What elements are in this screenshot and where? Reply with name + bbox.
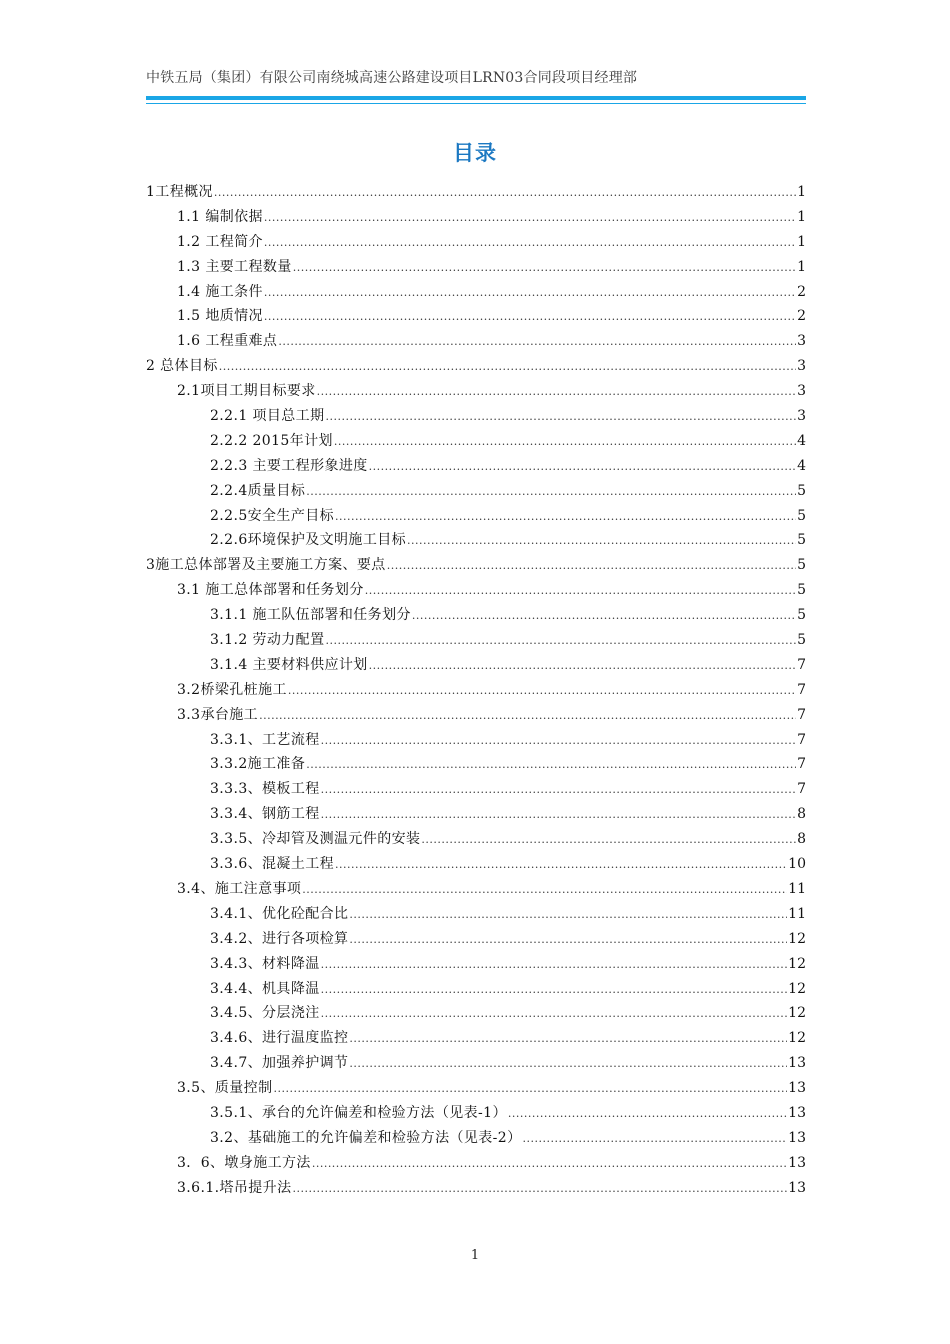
toc-entry[interactable]	[146, 877, 806, 902]
header-rule-thick	[146, 96, 806, 100]
toc-entry-label: 3.3承台施工	[177, 706, 259, 723]
toc-leader-dots	[321, 778, 796, 802]
toc-entry-label: 2.2.6环境保护及文明施工目标	[210, 532, 407, 549]
toc-entry[interactable]	[146, 952, 806, 977]
toc-leader-dots	[325, 405, 796, 429]
toc-leader-dots	[264, 281, 796, 305]
toc-entry-page: 8	[797, 806, 806, 823]
toc-entry-page: 12	[788, 955, 806, 972]
toc-leader-dots	[523, 1127, 788, 1151]
toc-entry[interactable]	[146, 678, 806, 703]
toc-entry[interactable]	[146, 354, 806, 379]
toc-leader-dots	[312, 1152, 787, 1176]
toc-entry[interactable]	[146, 1026, 806, 1051]
toc-entry-page: 12	[788, 930, 806, 947]
toc-leader-dots	[412, 604, 796, 628]
toc-leader-dots	[334, 430, 796, 454]
toc-leader-dots	[288, 679, 796, 703]
toc-entry-label: 3.3.6、混凝土工程	[210, 856, 335, 873]
toc-entry[interactable]	[146, 977, 806, 1002]
toc-entry[interactable]	[146, 1101, 806, 1126]
toc-title: 目录	[453, 141, 497, 165]
toc-entry[interactable]	[146, 902, 806, 927]
toc-entry-label: 3.4.6、进行温度监控	[210, 1030, 349, 1047]
toc-entry[interactable]	[146, 752, 806, 777]
toc-leader-dots	[325, 629, 796, 653]
toc-entry-page: 2	[797, 283, 806, 300]
toc-entry-label: 2.2.2 2015年计划	[210, 432, 333, 449]
toc-entry-page: 7	[797, 781, 806, 798]
toc-entry-page: 7	[797, 706, 806, 723]
toc-entry-label: 3.3.3、模板工程	[210, 781, 320, 798]
toc-entry-label: 3.1.2 劳动力配置	[210, 632, 325, 649]
toc-entry-page: 7	[797, 756, 806, 773]
toc-entry[interactable]	[146, 454, 806, 479]
toc-entry-label: 1工程概况	[146, 184, 213, 200]
toc-entry-page: 11	[788, 905, 806, 922]
toc-entry-label: 3.3.4、钢筋工程	[210, 806, 320, 823]
toc-entry[interactable]	[146, 230, 806, 255]
toc-entry[interactable]	[146, 553, 806, 578]
running-header: 中铁五局（集团）有限公司南绕城高速公路建设项目LRN03合同段项目经理部	[146, 70, 638, 86]
toc-entry-label: 3.2、基础施工的允许偏差和检验方法（见表-2）	[210, 1129, 522, 1146]
toc-leader-dots	[306, 753, 796, 777]
toc-entry[interactable]	[146, 280, 806, 305]
toc-entry[interactable]	[146, 827, 806, 852]
toc-entry[interactable]	[146, 180, 806, 205]
toc-entry[interactable]	[146, 1051, 806, 1076]
toc-entry-label: 3.1.1 施工队伍部署和任务划分	[210, 607, 411, 624]
toc-entry[interactable]	[146, 528, 806, 553]
toc-leader-dots	[321, 803, 796, 827]
toc-leader-dots	[292, 1177, 787, 1201]
toc-leader-dots	[293, 256, 796, 280]
toc-entry-page: 1	[797, 233, 806, 250]
toc-entry-label: 3．6、墩身施工方法	[177, 1154, 311, 1171]
toc-entry-page: 7	[797, 731, 806, 748]
toc-entry-label: 1.1 编制依据	[177, 208, 263, 225]
toc-entry-page: 5	[797, 632, 806, 649]
toc-entry-page: 13	[788, 1129, 806, 1146]
toc-entry-label: 3.4.5、分层浇注	[210, 1005, 320, 1022]
toc-entry-label: 1.6 工程重难点	[177, 333, 278, 350]
toc-entry[interactable]	[146, 329, 806, 354]
toc-leader-dots	[335, 853, 787, 877]
toc-entry-label: 3.4.3、材料降温	[210, 955, 320, 972]
toc-entry[interactable]	[146, 777, 806, 802]
page-number: 1	[470, 1248, 480, 1263]
toc-entry-label: 3.4.4、机具降温	[210, 980, 320, 997]
toc-entry-label: 2.2.5安全生产目标	[210, 507, 335, 524]
toc-entry-label: 1.2 工程简介	[177, 233, 263, 250]
toc-entry-label: 3.2桥梁孔桩施工	[177, 681, 287, 698]
toc-entry-page: 5	[797, 607, 806, 624]
toc-entry-page: 7	[797, 681, 806, 698]
toc-entry-label: 3.3.1、工艺流程	[210, 731, 320, 748]
toc-entry-page: 1	[797, 208, 806, 225]
toc-entry[interactable]	[146, 603, 806, 628]
toc-entry[interactable]	[146, 802, 806, 827]
toc-entry-label: 2.2.4质量目标	[210, 482, 306, 499]
toc-entry-label: 3.4.1、优化砼配合比	[210, 905, 349, 922]
toc-entry-page: 5	[797, 582, 806, 599]
toc-leader-dots	[259, 704, 796, 728]
toc-leader-dots	[369, 455, 796, 479]
toc-entry-page: 3	[797, 408, 806, 425]
toc-entry[interactable]	[146, 255, 806, 280]
toc-leader-dots	[349, 1027, 787, 1051]
header-rule-thin	[146, 103, 806, 104]
toc-entry-label: 2 总体目标	[146, 358, 218, 375]
toc-entry[interactable]	[146, 304, 806, 329]
toc-entry[interactable]	[146, 379, 806, 404]
toc-leader-dots	[214, 181, 796, 205]
toc-entry[interactable]	[146, 927, 806, 952]
toc-leader-dots	[273, 1077, 787, 1101]
toc-entry-page: 13	[788, 1055, 806, 1072]
toc-entry-page: 4	[797, 457, 806, 474]
toc-entry-page: 3	[797, 358, 806, 375]
toc-entry-page: 1	[797, 258, 806, 275]
toc-leader-dots	[317, 380, 796, 404]
toc-leader-dots	[321, 978, 788, 1002]
toc-entry[interactable]	[146, 852, 806, 877]
toc-entry-page: 2	[797, 308, 806, 325]
toc-entry-page: 12	[788, 1030, 806, 1047]
toc-entry-label: 3.3.2施工准备	[210, 756, 306, 773]
toc-entry-page: 3	[797, 383, 806, 400]
toc-entry-page: 11	[788, 880, 806, 897]
toc-entry-page: 5	[797, 532, 806, 549]
toc-entry-page: 10	[788, 856, 806, 873]
toc-entry-page: 12	[788, 1005, 806, 1022]
toc-entry-page: 13	[788, 1104, 806, 1121]
toc-entry[interactable]	[146, 1001, 806, 1026]
toc-leader-dots	[365, 579, 796, 603]
toc-entry[interactable]	[146, 404, 806, 429]
toc-entry[interactable]	[146, 479, 806, 504]
toc-entry-label: 3.4.2、进行各项检算	[210, 930, 349, 947]
toc-entry-label: 3施工总体部署及主要施工方案、要点	[146, 557, 386, 574]
toc-entry-label: 1.5 地质情况	[177, 308, 263, 325]
toc-leader-dots	[264, 305, 796, 329]
toc-leader-dots	[264, 231, 796, 255]
toc-entry[interactable]	[146, 504, 806, 529]
toc-entry[interactable]	[146, 1076, 806, 1101]
toc-entry-page: 4	[797, 432, 806, 449]
table-of-contents	[146, 180, 806, 1201]
toc-entry-page: 5	[797, 482, 806, 499]
toc-leader-dots	[335, 505, 796, 529]
toc-entry-label: 2.2.3 主要工程形象进度	[210, 457, 368, 474]
toc-entry-page: 13	[788, 1154, 806, 1171]
toc-leader-dots	[387, 554, 796, 578]
toc-leader-dots	[264, 206, 796, 230]
toc-leader-dots	[321, 729, 796, 753]
toc-entry[interactable]	[146, 1176, 806, 1201]
toc-leader-dots	[321, 1002, 788, 1026]
toc-entry-label: 3.5、质量控制	[177, 1080, 273, 1097]
toc-entry[interactable]	[146, 578, 806, 603]
toc-entry-label: 3.1 施工总体部署和任务划分	[177, 582, 364, 599]
toc-entry[interactable]	[146, 703, 806, 728]
toc-entry-label: 1.4 施工条件	[177, 283, 263, 300]
toc-leader-dots	[278, 330, 796, 354]
toc-entry-label: 3.3.5、冷却管及测温元件的安装	[210, 831, 421, 848]
toc-leader-dots	[321, 953, 788, 977]
toc-leader-dots	[349, 928, 787, 952]
toc-entry-page: 5	[797, 507, 806, 524]
toc-entry-label: 3.4.7、加强养护调节	[210, 1055, 349, 1072]
toc-entry[interactable]	[146, 728, 806, 753]
toc-entry-page: 12	[788, 980, 806, 997]
toc-entry-page: 5	[797, 557, 806, 574]
toc-entry[interactable]	[146, 653, 806, 678]
toc-leader-dots	[421, 828, 796, 852]
toc-leader-dots	[219, 355, 796, 379]
toc-leader-dots	[349, 1052, 787, 1076]
toc-entry-label: 1.3 主要工程数量	[177, 258, 292, 275]
toc-entry-page: 8	[797, 831, 806, 848]
toc-entry-page: 1	[797, 184, 806, 200]
toc-entry-label: 3.5.1、承台的允许偏差和检验方法（见表-1）	[210, 1104, 507, 1121]
toc-entry-label: 2.1项目工期目标要求	[177, 383, 316, 400]
toc-leader-dots	[407, 529, 796, 553]
toc-leader-dots	[302, 878, 787, 902]
toc-entry-page: 3	[797, 333, 806, 350]
toc-entry-page: 13	[788, 1080, 806, 1097]
toc-entry[interactable]	[146, 205, 806, 230]
toc-entry-label: 3.1.4 主要材料供应计划	[210, 656, 368, 673]
toc-entry-label: 3.6.1.塔吊提升法	[177, 1179, 292, 1196]
toc-leader-dots	[508, 1102, 787, 1126]
toc-entry-page: 13	[788, 1179, 806, 1196]
toc-entry[interactable]	[146, 1151, 806, 1176]
toc-entry[interactable]	[146, 1126, 806, 1151]
toc-leader-dots	[349, 903, 787, 927]
toc-leader-dots	[306, 480, 796, 504]
toc-entry[interactable]	[146, 628, 806, 653]
toc-entry[interactable]	[146, 429, 806, 454]
toc-entry-label: 2.2.1 项目总工期	[210, 408, 325, 425]
toc-entry-page: 7	[797, 656, 806, 673]
toc-leader-dots	[369, 654, 796, 678]
toc-entry-label: 3.4、施工注意事项	[177, 880, 302, 897]
